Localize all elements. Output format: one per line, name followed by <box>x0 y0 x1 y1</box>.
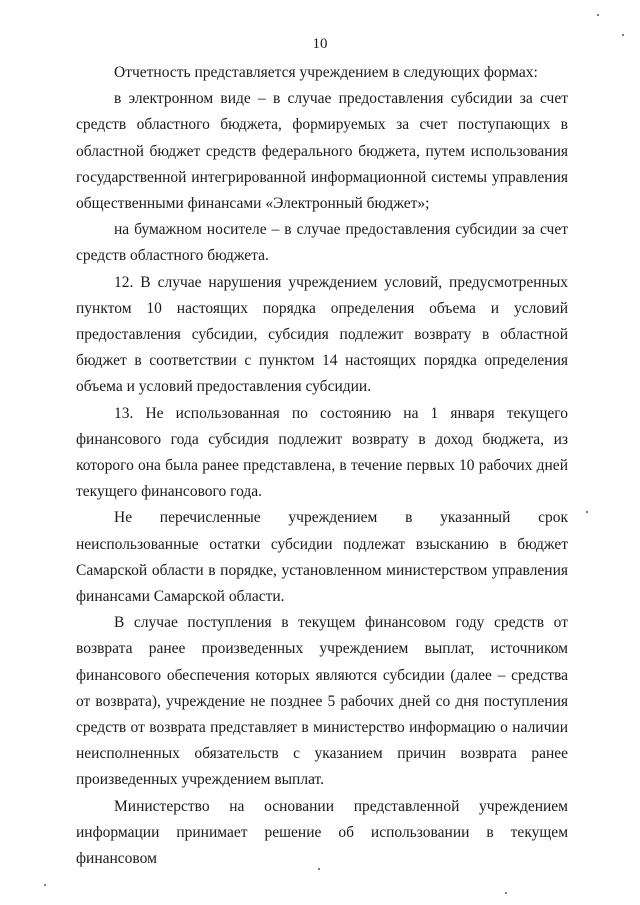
paragraph-paper-form: на бумажном носителе – в случае предоставления субсидии за счет средств областного бюджета. <box>76 221 568 265</box>
paragraph-item-12: 12. В случае нарушения учреждением условий, предусмотренных пунктом 10 настоящих порядка определения объема и условий предоставления субсидии, субсидия подлежит возврату в областной бюджет в соответствии с пунктом 14 настоящих порядка определения объема и условий предоставления субсидии. <box>76 273 568 396</box>
paragraph-refund-receipt: В случае поступления в текущем финансовом году средств от возврата ранее произведенных учреждением выплат, источником финансового обеспечения которых являются субсидии (далее – средства от возврата), учреждение не позднее 5 рабочих дней со дня поступления средств от возврата представляет в министерство информацию о наличии неисполненных обязательств с указанием причин возврата ранее произведенных учреждением выплат. <box>76 614 568 789</box>
paragraph-unpaid-remainder: Не перечисленные учреждением в указанный срок неиспользованные остатки субсидии подлежат взысканию в бюджет Самарской области в порядке, установленном министерством управления финансами Самарской области. <box>76 509 568 606</box>
paragraph-electronic-form: в электронном виде – в случае предоставления субсидии за счет средств областного бюджета, формируемых за счет поступающих в областной бюджет средств федерального бюджета, путем использования государственной интегрированной информационной системы управления общественными финансами «Электронный бюджет»; <box>76 90 568 213</box>
document-body <box>76 60 568 872</box>
scan-speck <box>318 868 320 870</box>
scan-speck <box>622 34 624 36</box>
paragraph-item-13: 13. Не использованная по состоянию на 1 января текущего финансового года субсидия подлежит возврату в доход бюджета, из которого она была ранее представлена, в течение первых 10 рабочих дней текущего финансового года. <box>76 404 568 501</box>
scan-speck <box>44 884 46 886</box>
scan-speck <box>586 511 588 513</box>
paragraph-report-forms: Отчетность представляется учреждением в следующих формах: <box>114 64 538 81</box>
scan-speck <box>505 892 507 894</box>
scan-speck <box>597 14 599 16</box>
paragraph-ministry-decision: Министерство на основании представленной учреждением информации принимает решение об использовании в текущем финансовом <box>76 797 568 868</box>
page-number: 10 <box>312 36 328 52</box>
